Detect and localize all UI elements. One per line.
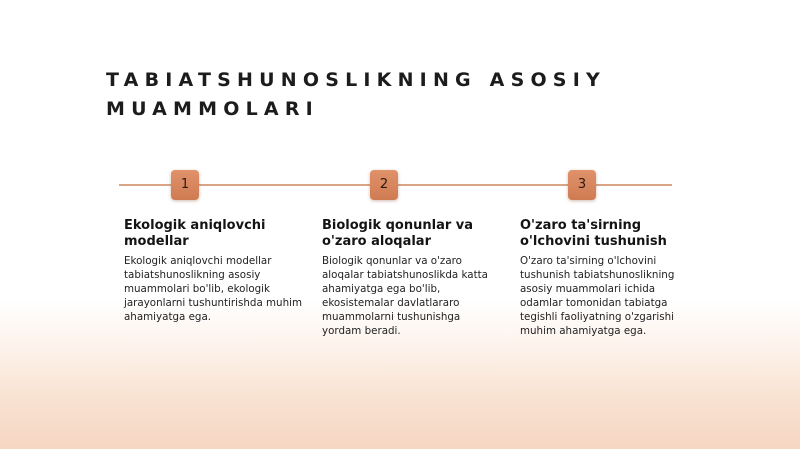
step-badge-1: 1 [171,170,199,200]
step-3-text: O'zaro ta'sirning o'lchovini tushunish tabiatshunoslikning asosiy muammolari ichida odamlar tomonidan tabiatga tegishli faoliyatning o'zgarishi muhim ahamiyatga ega. [520,255,675,337]
step-2-title: Biologik qonunlar va o'zaro aloqalar [322,218,474,249]
slide-title-line-2: MUAMMOLARI [106,98,319,120]
step-badge-2: 2 [370,170,398,200]
step-1-title: Ekologik aniqlovchi modellar [124,218,266,249]
step-badge-3: 3 [568,170,596,200]
slide-title-line-1: TABIATSHUNOSLIKNING ASOSIY [106,69,606,91]
step-1-text: Ekologik aniqlovchi modellar tabiatshunoslikning asosiy muammolari bo'lib, ekologik jarayonlarni tushuntirishda muhim ahamiyatga ega. [124,255,302,323]
step-1 [124,218,304,324]
step-2 [322,218,502,338]
slide-title [106,66,706,124]
step-3-title: O'zaro ta'sirning o'lchovini tushunish [520,218,667,249]
step-3 [520,218,700,338]
step-2-text: Biologik qonunlar va o'zaro aloqalar tabiatshunoslikda katta ahamiyatga ega bo'lib, ekosistemalar davlatlararo muammolarni tushunishga yordam beradi. [322,255,488,337]
